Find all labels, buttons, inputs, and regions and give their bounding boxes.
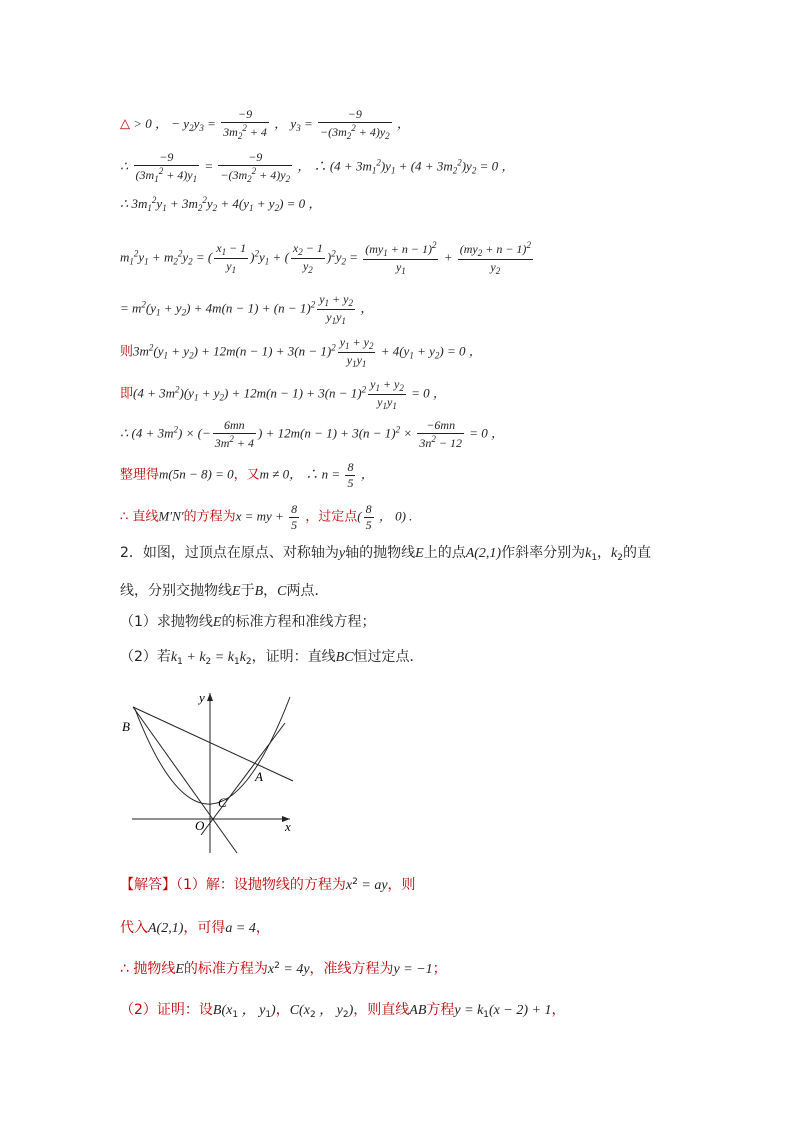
fraction: $\frac{8}{5}$: [347, 460, 354, 490]
question-1: （1）求抛物线E的标准方程和准线方程；: [120, 614, 376, 630]
problem-line-2: 线，分别交抛物线E于B，C两点．: [120, 583, 329, 599]
fraction: $\frac{y_1 + y_2}{y_1y_1}$: [339, 335, 374, 370]
fraction: $\frac{-9}{(3m_1^2 + 4)y_1}$: [135, 150, 198, 184]
solution-line-3: ∴ 抛物线E的标准方程为$x^2 = 4y$，准线方程为y = −1；: [120, 961, 447, 977]
fraction: $\frac{8}{5}$: [365, 502, 372, 532]
fraction: $\frac{y_1 + y_2}{y_1y_1}$: [319, 292, 353, 327]
solution-line-4: （2）证明：设$B(x_1$ ， $y_1$)，$C(x_2$ ， $y_2$)，则直线AB方程$y = k_1(x - 2) + 1$，: [120, 1002, 566, 1020]
label-A: A: [255, 769, 263, 784]
fraction: $\frac{x_2 - 1}{y_2}$: [292, 241, 323, 276]
line-BC: [133, 707, 237, 853]
equation-line-3: ∴ $3m_1^2y_1 + 3m_2^2y_2 + 4(y_1 + y_2) = 0$ ，: [120, 195, 322, 213]
fraction: $\frac{-9}{-(3m_2^2 + 4)y_2}$: [220, 150, 291, 184]
equation-line-7: 即$(4 + 3m^2)(y_1 + y_2) + 12m(n - 1) + 3(n - 1)^2$ $\frac{y_1 + y_2}{y_1y_1}$ = 0 ，: [120, 377, 446, 412]
label-x: x: [285, 819, 291, 834]
fraction: $\frac{(my_2 + n - 1)^2}{y_2}$: [459, 240, 531, 277]
solution-line-1: 【解答】（1）解：设抛物线的方程为$x^2$ = ay，则: [120, 877, 416, 893]
fraction: $\frac{-9}{3m_2^2 + 4}$: [223, 107, 267, 141]
problem-line-1: 2．如图，过顶点在原点、对称轴为y轴的抛物线E上的点A(2,1)作斜率分别为$k_1$，$k_2$的直: [120, 545, 651, 563]
equation-line-9: 整理得m(5n − 8) = 0，又m ≠ 0， ∴ n = $\frac{8}{5}$ ，: [120, 460, 374, 490]
equation-line-5: = $m^2(y_1 + y_2) + 4m(n - 1) + (n - 1)^2$ $\frac{y_1 + y_2}{y_1y_1}$ ，: [120, 292, 374, 327]
equation-line-1: △ > 0 ， − $y_2y_3$ = $\frac{-9}{3m_2^2 + 4}$ ， $y_3$ = $\frac{-9}{-(3m_2^2 + 4)y_2}$ ，: [120, 107, 410, 141]
label-B: B: [122, 719, 130, 734]
fraction: $\frac{6mn}{3m^2 + 4}$: [214, 418, 254, 450]
delta-symbol: △: [120, 116, 130, 132]
solution-line-2: 代入A(2,1)，可得a = 4，: [120, 920, 270, 936]
equation-line-10: ∴ 直线M′N′的方程为x = my + $\frac{8}{5}$ ，过定点( $\frac{8}{5}$ ， 0) .: [120, 502, 413, 532]
equation-line-8: ∴ $(4 + 3m^2)$ × (− $\frac{6mn}{3m^2 + 4}$ ) + $12m(n - 1) + 3(n - 1)^2$ × $\frac{-6mn}{3n^2 - 12}$ = 0 ，: [120, 418, 505, 450]
line-CA: [201, 723, 285, 835]
parabola-figure: [115, 685, 305, 855]
fraction: $\frac{8}{5}$: [291, 502, 298, 532]
equation-line-4: $m_1^2y_1 + m_2^2y_2$ = ( $\frac{x_1 - 1}{y_1}$ )$^2y_1$ + ( $\frac{x_2 - 1}{y_2}$ )$^2y_2$ = $\frac{(my_1 + n - 1)^2}{y_1}$ + $\frac{(my_2 + n - 1)^2}{y_2}$: [120, 240, 531, 277]
parabola-curve: [135, 697, 290, 804]
label-C: C: [218, 795, 227, 810]
fraction: $\frac{x_1 - 1}{y_1}$: [216, 241, 247, 276]
fraction: $\frac{-9}{-(3m_2^2 + 4)y_2}$: [319, 107, 390, 141]
equation-line-2: ∴ $\frac{-9}{(3m_1^2 + 4)y_1}$ = $\frac{-9}{-(3m_2^2 + 4)y_2}$ ， ∴ $(4 + 3m_1^2)y_1 + (4 + 3m_2^2)y_2 = 0$ ，: [120, 150, 515, 184]
equation-line-6: 则$3m^2(y_1 + y_2) + 12m(n - 1) + 3(n - 1)^2$ $\frac{y_1 + y_2}{y_1y_1}$ + $4(y_1 + y_2) = 0$ ，: [120, 335, 482, 370]
question-2: （2）若$k_1 + k_2 = k_1k_2$，证明：直线BC恒过定点．: [120, 649, 424, 667]
fraction: $\frac{(my_1 + n - 1)^2}{y_1}$: [365, 240, 437, 277]
fraction: $\frac{y_1 + y_2}{y_1y_1}$: [370, 377, 404, 412]
label-y: y: [199, 690, 205, 705]
y-axis-arrow: [207, 693, 213, 701]
fraction: $\frac{-6mn}{3n^2 - 12}$: [419, 418, 463, 450]
label-O: O: [195, 818, 205, 833]
